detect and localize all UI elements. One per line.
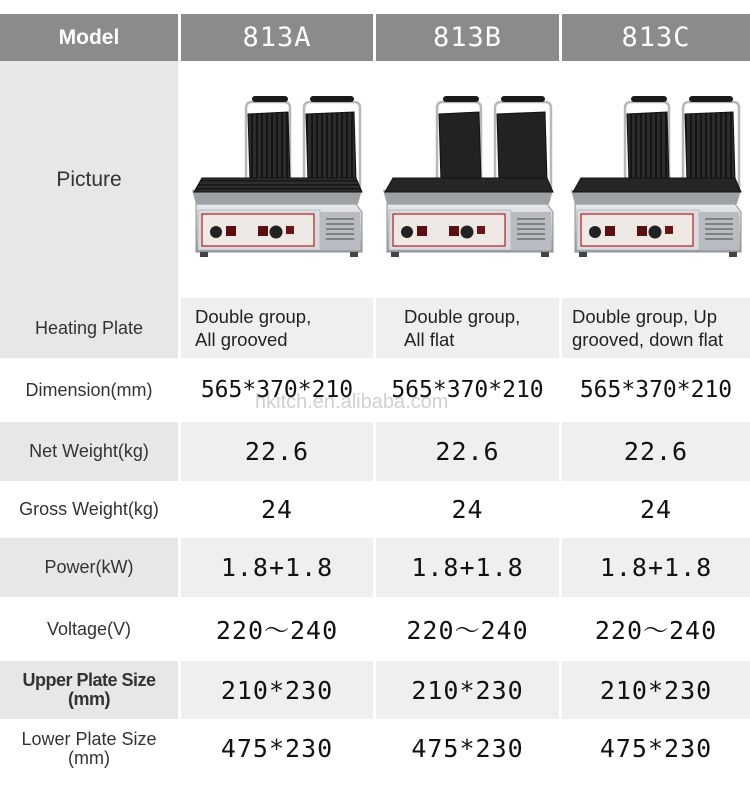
model-813c: 813C — [559, 14, 750, 61]
power-label: Power(kW) — [0, 538, 178, 597]
gross-weight-813c: 24 — [559, 481, 750, 538]
dimension-813a: 565*370*210 — [178, 358, 373, 422]
upper-plate-label: Upper Plate Size (mm) — [0, 661, 178, 719]
picture-label: Picture — [0, 61, 178, 298]
gross-weight-row — [0, 481, 750, 538]
header-row — [0, 14, 750, 61]
watermark: hkitch.en.alibaba.com — [255, 391, 449, 413]
lower-plate-813b: 475*230 — [373, 719, 559, 778]
dimension-row — [0, 358, 750, 422]
power-813a: 1.8+1.8 — [178, 538, 373, 597]
spec-table — [0, 14, 750, 778]
dimension-813b: 565*370*210 — [373, 358, 559, 422]
dimension-label: Dimension(mm) — [0, 358, 178, 422]
upper-plate-813c: 210*230 — [559, 661, 750, 719]
voltage-813c: 220～240 — [559, 597, 750, 661]
net-weight-813c: 22.6 — [559, 422, 750, 481]
heating-plate-label: Heating Plate — [0, 298, 178, 358]
lower-plate-row — [0, 719, 750, 778]
grill-813c-illustration — [565, 92, 747, 267]
dimension-813c: 565*370*210 — [559, 358, 750, 422]
model-813a: 813A — [178, 14, 373, 61]
power-row — [0, 538, 750, 597]
picture-row — [0, 61, 750, 298]
gross-weight-813b: 24 — [373, 481, 559, 538]
lower-plate-813c: 475*230 — [559, 719, 750, 778]
heating-plate-813a: Double group, All grooved — [178, 298, 373, 358]
net-weight-row — [0, 422, 750, 481]
voltage-row — [0, 597, 750, 661]
grill-813b-illustration — [377, 92, 559, 267]
net-weight-label: Net Weight(kg) — [0, 422, 178, 481]
model-header: Model — [0, 14, 178, 61]
grill-image-813c — [559, 61, 750, 298]
grill-813a-illustration — [186, 92, 368, 267]
net-weight-813b: 22.6 — [373, 422, 559, 481]
voltage-813a: 220～240 — [178, 597, 373, 661]
power-813b: 1.8+1.8 — [373, 538, 559, 597]
upper-plate-813a: 210*230 — [178, 661, 373, 719]
voltage-label: Voltage(V) — [0, 597, 178, 661]
grill-image-813a — [178, 61, 373, 298]
power-813c: 1.8+1.8 — [559, 538, 750, 597]
heating-plate-813b: Double group, All flat — [373, 298, 559, 358]
lower-plate-813a: 475*230 — [178, 719, 373, 778]
voltage-813b: 220～240 — [373, 597, 559, 661]
gross-weight-813a: 24 — [178, 481, 373, 538]
heating-plate-813c: Double group, Up grooved, down flat — [559, 298, 750, 358]
model-813b: 813B — [373, 14, 559, 61]
grill-image-813b — [373, 61, 559, 298]
gross-weight-label: Gross Weight(kg) — [0, 481, 178, 538]
heating-plate-row — [0, 298, 750, 358]
lower-plate-label: Lower Plate Size (mm) — [0, 719, 178, 778]
upper-plate-row — [0, 661, 750, 719]
net-weight-813a: 22.6 — [178, 422, 373, 481]
upper-plate-813b: 210*230 — [373, 661, 559, 719]
